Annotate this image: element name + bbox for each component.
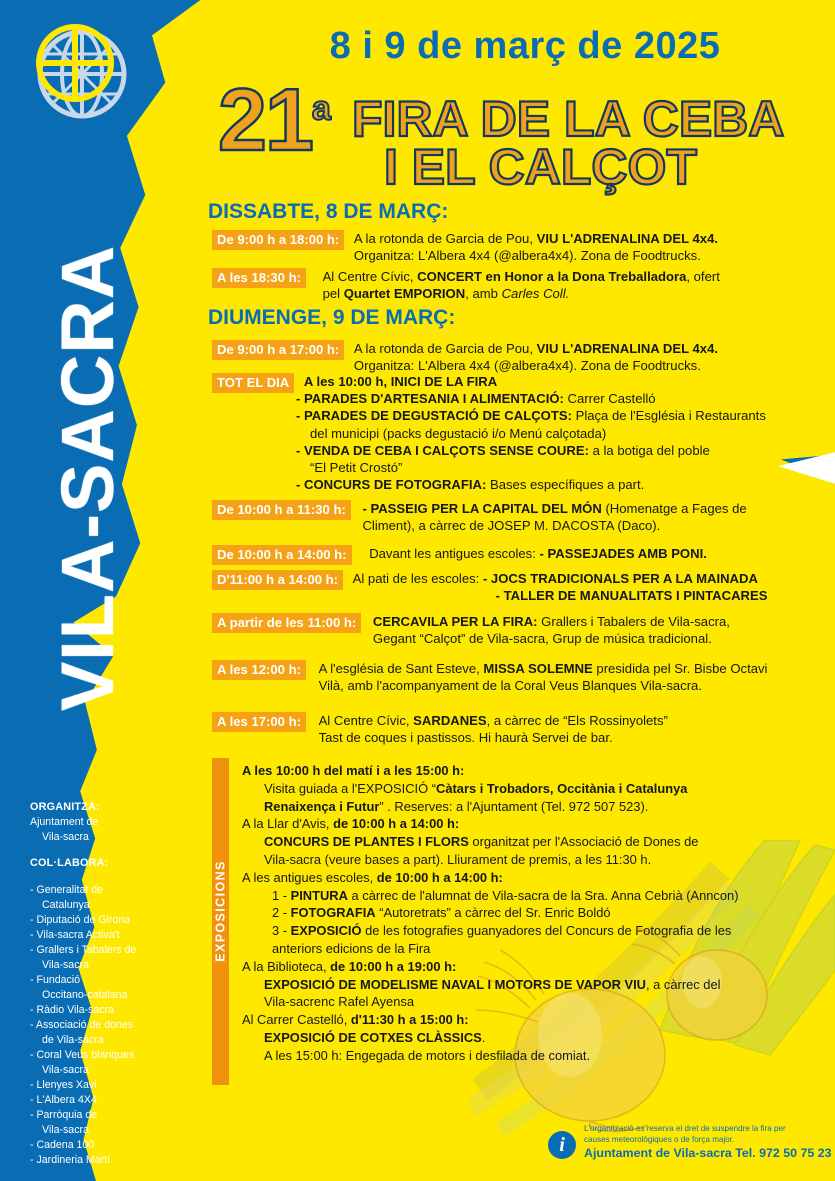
event-line-plain: Al pati de les escoles: [352,571,483,586]
fair-title-line1: FIRA DE LA CEBA [352,91,785,147]
exposicions-line [242,851,807,869]
event-sunday-sardanes [212,712,832,747]
collabora-item: - Ràdio Vila-sacra [30,1003,114,1016]
vila-sacra-globe-emblem [30,16,146,132]
event-line-2: Organitza: L'Albera 4x4 (@albera4x4). Zona de Foodtrucks. [353,358,701,374]
exposicions-text: 1 - [272,887,291,903]
event-line-plain: Davant les antigues escoles: [369,546,540,561]
event-line-2: Vilà, amb l'acompanyament de la Coral Veus Blanques Vila-sacra. [318,678,702,694]
item-rest: Carrer Castelló [563,391,656,406]
collabora-list [30,883,180,1169]
event-line-plain: Al Centre Cívic, [318,713,414,728]
collabora-item: - Associació de dones [30,1019,134,1031]
all-day-intro: A les 10:00 h, INICI DE LA FIRA [303,374,498,389]
event-line-bold: MISSA SOLEMNE [483,661,593,676]
event-sunday-poni [212,545,812,565]
event-text [373,613,730,648]
event-line-2: Tast de coques i pastissos. Hi haurà Servei de bar. [318,730,613,746]
exposicions-text-bold: Renaixença i Futur [264,798,380,814]
time-badge: A les 17:00 h: [212,712,306,732]
event-line-plain: Al Centre Cívic, [322,269,418,284]
exposicions-text: A les 15:00 h: Engegada de motors i desfilada de comiat. [264,1047,591,1063]
event-text [353,570,768,605]
exposicions-text: anteriors edicions de la Fira [272,940,431,956]
collabora-item: - Jardineria Martí [30,1154,111,1167]
footer-disclaimer [584,1124,835,1145]
event-sunday-missa [212,660,832,695]
exposicions-text: “Autoretrats” a càrrec del Sr. Enric Boldó [375,905,611,921]
event-line-2: Climent), a càrrec de JOSEP M. DACOSTA (Daco). [362,518,661,534]
event-line2-tail: , amb [465,286,502,302]
event-line-bold: - PASSEJADES AMB PONI. [539,546,707,561]
collabora-item: - Grallers i Tabalers de [30,943,137,956]
event-line2-bold: Quartet EMPORION [343,286,466,302]
footer-disclaimer-line1: L'organització es reserva el dret de suspendre la fira per [584,1124,786,1133]
time-badge: D'11:00 h a 14:00 h: [212,570,343,590]
item-rest: Bases específiques a part. [486,477,645,493]
organitza-line-1: Ajuntament de [30,816,99,829]
event-line-plain: A l'església de Sant Esteve, [318,661,484,676]
exposicions-line [242,1047,807,1065]
info-icon: i [548,1131,576,1159]
exposicions-text: Al Carrer Castelló, [242,1012,351,1028]
time-badge: De 9:00 h a 18:00 h: [212,230,344,250]
all-day-item [296,407,816,424]
exposicions-line [242,815,807,833]
collabora-label: COL·LABORA: [30,857,109,870]
exposicions-text-bold: de 10:00 h a 14:00 h: [333,816,460,832]
credits-spacer-2 [30,872,180,883]
item-bold: - CONCURS DE FOTOGRAFIA: [296,477,487,493]
collabora-item: Vila-sacra [42,958,89,971]
event-line-bold: SARDANES [413,713,487,728]
exposicions-line [242,940,807,958]
event-line-bold: CONCERT en Honor a la Dona Treballadora [417,269,687,284]
event-sunday-passeig [212,500,812,535]
collabora-item: - Vila-sacra Activa't [30,928,120,941]
collabora-item: Vila-sacra [42,1124,89,1137]
all-day-item-cont: del municipi (packs degustació i/o Menú calçotada) [310,425,607,441]
exposicions-text: Visita guiada a l'EXPOSICIÓ “ [264,780,437,796]
day-heading-saturday: DISSABTE, 8 DE MARÇ: [208,200,449,223]
exposicions-text-bold: PINTURA [290,887,348,903]
collabora-item: - Cadena 100 [30,1139,95,1152]
exposicions-text: organitzat per l'Associació de Dones de [468,834,699,850]
organitza-line-2: Vila-sacra [42,831,89,844]
time-badge: A partir de les 11:00 h: [212,613,361,633]
exposicions-line [242,993,807,1011]
time-badge: De 10:00 h a 14:00 h: [212,545,352,565]
exposicions-line [242,798,807,816]
exposicions-text-bold: EXPOSICIÓ DE MODELISME NAVAL I MOTORS DE VAPOR VIU [264,976,646,992]
exposicions-text-bold: de 10:00 h a 14:00 h: [376,869,503,885]
exposicions-text: A la Llar d'Avis, [242,816,334,832]
organitza-label: ORGANITZA: [30,801,100,813]
item-rest: Plaça de l'Església i Restaurants [571,408,766,424]
time-badge: De 9:00 h a 17:00 h: [212,340,344,360]
exposicions-line [242,922,807,940]
footer-disclaimer-line2: causes meteorològiques o de força major. [584,1134,735,1144]
event-line2-plain: pel [322,286,344,302]
event-saturday-1 [212,230,812,265]
all-day-item [296,476,816,493]
event-line2-bold: - TALLER DE MANUALITATS I PINTACARES [495,588,768,604]
time-badge-all-day: TOT EL DIA [212,373,294,393]
fair-title-line2: I EL CALÇOT [384,139,697,195]
exposicions-text: , a càrrec del [646,976,721,992]
time-badge: A les 18:30 h: [212,268,306,288]
day-heading-sunday: DIUMENGE, 9 DE MARÇ: [208,306,456,329]
event-text [323,268,720,303]
exposicions-text: a càrrec de l'alumnat de Vila-sacra de la Sra. Anna Cebrià (Anncon) [347,887,739,903]
event-line-bold: VIU L'ADRENALINA DEL 4x4. [536,341,718,356]
exposicions-text-bold: EXPOSICIÓ [290,923,362,939]
exposicions-text-bold: Càtars i Trobadors, Occitània i Catalunya [436,780,688,796]
exposicions-text-bold: CONCURS DE PLANTES I FLORS [264,834,469,850]
exposicions-line [242,958,807,976]
exposicions-text-bold: d'11:30 h a 15:00 h: [350,1012,469,1028]
exposicions-text: ” . Reserves: a l'Ajuntament (Tel. 972 507 523). [379,798,649,814]
event-sunday-jocs [212,570,812,605]
event-line-plain: (Homenatge a Fages de [601,501,747,516]
event-line-tail: , a càrrec de “Els Rossinyolets” [486,713,668,728]
event-line2-italic: Carles Coll. [501,286,570,302]
collabora-item: - Coral Veus blanques [30,1049,135,1062]
exposicions-text: A la Biblioteca, [242,958,331,974]
event-line-tail: presidida pel Sr. Bisbe Octavi [592,661,768,676]
exposicions-text-bold: EXPOSICIÓ DE COTXES CLÀSSICS [264,1029,482,1045]
edition-number-value: 21 [218,70,312,169]
event-text [319,712,668,747]
collabora-item: - Diputació de Girona [30,913,131,926]
event-line-tail: , ofert [686,269,720,284]
all-day-text [304,373,497,390]
all-day-item [296,442,816,459]
exposicions-text: A les antigues escoles, [242,869,377,885]
exposicions-text-bold: FOTOGRAFIA [290,905,376,921]
exposicions-line [242,833,807,851]
item-bold: - PARADES DE DEGUSTACIÓ DE CALÇOTS: [296,408,572,424]
event-text [362,500,746,535]
exposicions-line [242,904,807,922]
collabora-item: Occitano-catalana [42,988,128,1001]
exposicions-line [242,762,807,780]
footer-contact: Ajuntament de Vila-sacra Tel. 972 50 75 23 [584,1146,832,1160]
all-day-item-list [296,390,816,494]
exposicions-body [242,762,807,1065]
event-line-plain: Grallers i Tabalers de Vila-sacra, [537,614,730,629]
exposicions-line [242,1011,807,1029]
collabora-item: Vila-sacra [42,1064,89,1077]
edition-suffix: a [311,89,329,128]
event-saturday-2 [212,268,812,303]
time-badge: A les 12:00 h: [212,660,306,680]
event-line-2: Gegant “Calçot” de Vila-sacra, Grup de música tradicional. [372,631,712,647]
all-day-item-cont: “El Petit Crostó” [310,460,403,476]
item-rest: a la botiga del poble [588,442,710,458]
event-text [354,230,718,265]
event-line-plain: A la rotonda de Garcia de Pou, [353,231,537,246]
event-text [319,660,768,695]
exposicions-text: Vila-sacrenc Rafel Ayensa [264,994,414,1010]
collabora-item: - Generalitat de [30,883,104,896]
event-date: 8 i 9 de març de 2025 [329,25,721,67]
collabora-item: - Parròquia de [30,1109,98,1122]
exposicions-text: de les fotografies guanyadores del Concurs de Fotografia de les [361,923,732,939]
exposicions-label: EXPOSICIONS [213,860,228,962]
collabora-item: - L'Albera 4X4 [30,1094,97,1107]
exposicions-text: . [481,1029,486,1045]
event-line-bold: CERCAVILA PER LA FIRA: [372,614,538,629]
exposicions-text: 2 - [272,905,291,921]
event-sunday-cercavila [212,613,812,648]
collabora-item: de Vila-sacra [42,1034,104,1047]
item-bold: - PARADES D'ARTESANIA I ALIMENTACIÓ: [296,391,564,406]
event-line-bold: - JOCS TRADICIONALS PER A LA MAINADA [482,571,758,586]
exposicions-line [242,780,807,798]
exposicions-line [242,887,807,905]
edition-number [218,70,329,169]
event-text [354,340,718,375]
all-day-item [296,390,816,407]
credits-block [30,800,180,1168]
event-line-bold: - PASSEIG PER LA CAPITAL DEL MÓN [362,501,602,516]
exposicions-line [242,1029,807,1047]
exposicions-line [242,869,807,887]
event-text [369,545,707,562]
collabora-item: Catalunya [42,898,90,911]
event-line-plain: A la rotonda de Garcia de Pou, [353,341,537,356]
exposicions-text: 3 - [272,923,291,939]
town-name-vertical: VILA-SACRA [45,244,129,712]
item-bold: - VENDA DE CEBA I CALÇOTS SENSE COURE: [296,442,589,458]
credits-spacer [30,845,180,856]
event-line-bold: VIU L'ADRENALINA DEL 4x4. [536,231,718,246]
exposicions-side-bar [212,758,229,1085]
exposicions-line [242,976,807,994]
collabora-item: - Llenyes Xavi [30,1079,97,1092]
time-badge: De 10:00 h a 11:30 h: [212,500,351,520]
exposicions-text-bold: de 10:00 h a 19:00 h: [330,958,457,974]
exposicions-text-bold: A les 10:00 h del matí i a les 15:00 h: [242,763,465,778]
exposicions-text: Vila-sacra (veure bases a part). Lliurament de premis, a les 11:30 h. [264,851,652,867]
event-line-2: Organitza: L'Albera 4x4 (@albera4x4). Zona de Foodtrucks. [353,248,701,264]
collabora-item: - Fundació [30,973,81,986]
event-sunday-1 [212,340,812,375]
